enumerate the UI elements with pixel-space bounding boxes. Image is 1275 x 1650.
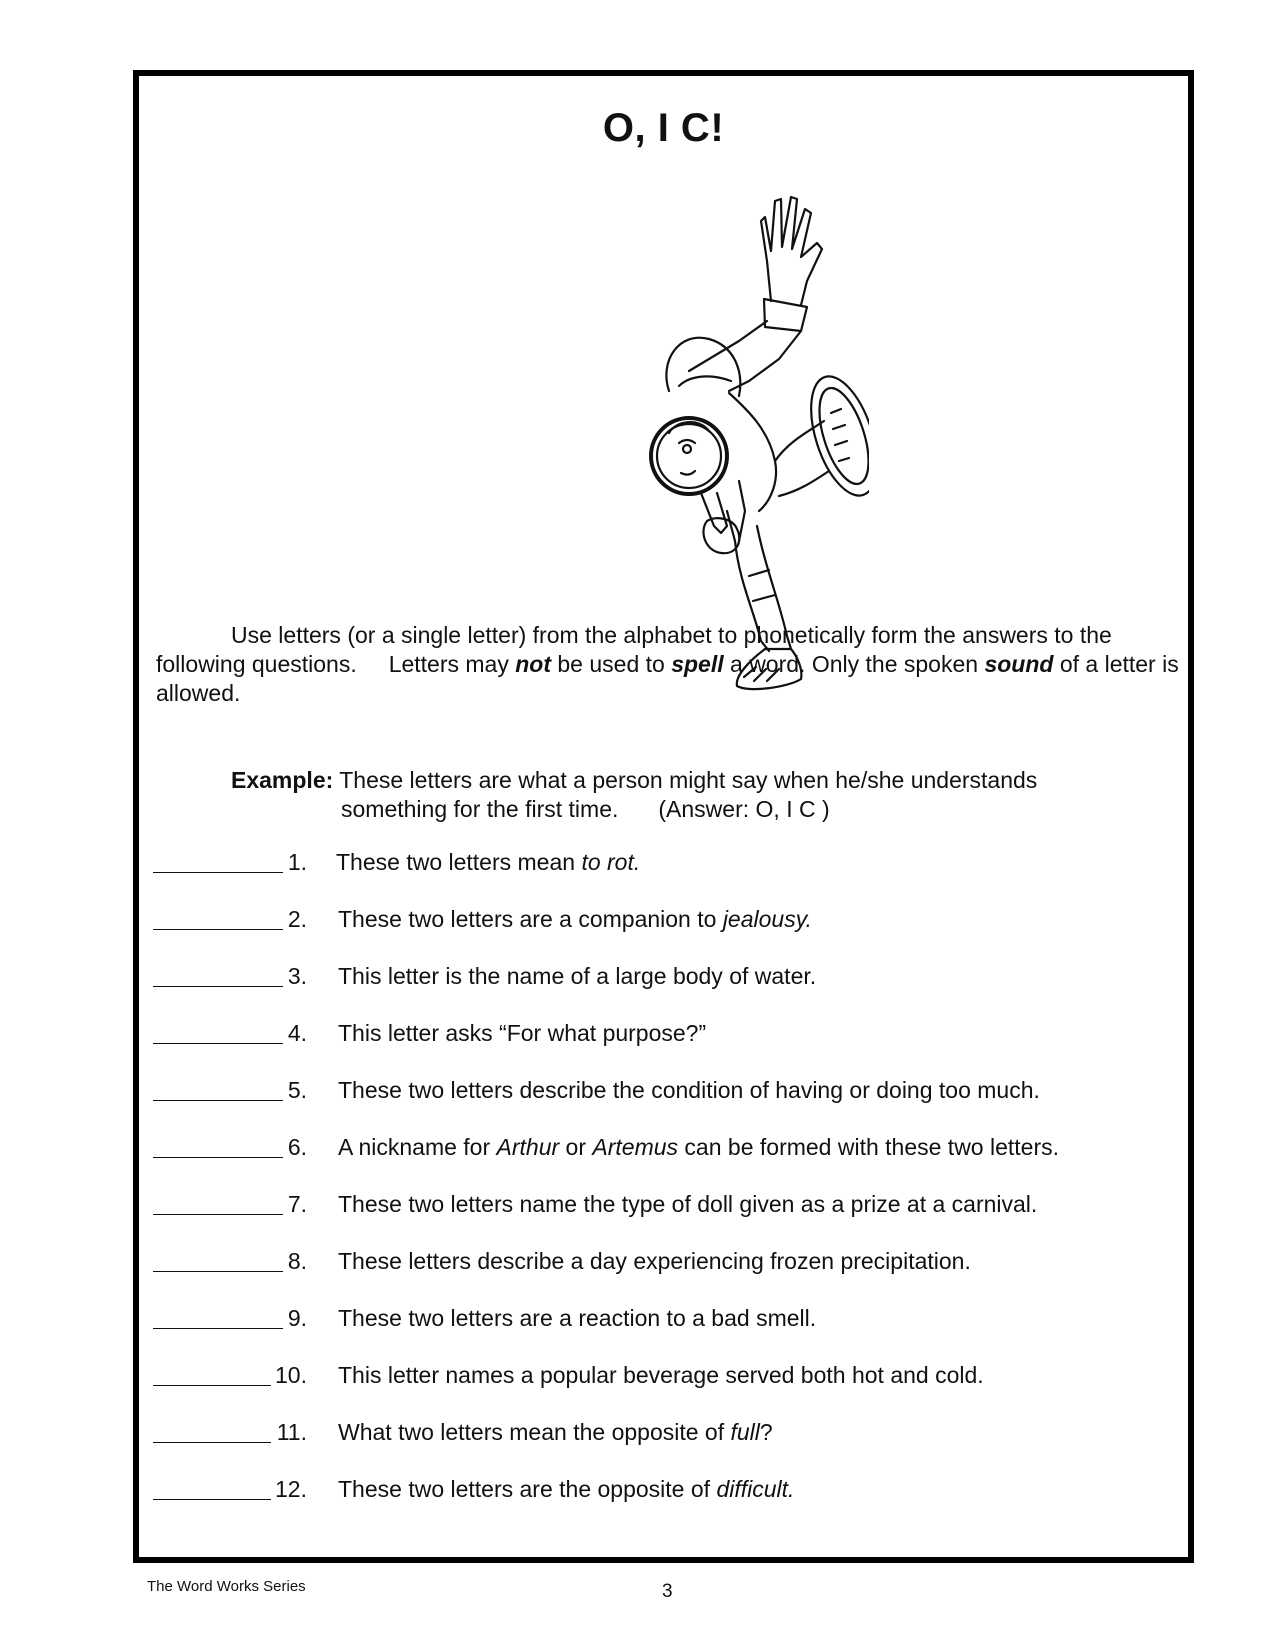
question-item — [153, 1361, 1183, 1418]
footer-series-name: The Word Works Series — [147, 1578, 306, 1595]
question-item — [153, 962, 1183, 1019]
answer-blank[interactable] — [153, 1442, 271, 1443]
question-number: 6. — [287, 1134, 307, 1160]
question-list — [153, 848, 1183, 1532]
answer-blank[interactable] — [153, 1100, 283, 1101]
example-line-1: These letters are what a person might say when he/she understands — [333, 767, 1038, 793]
question-text: These two letters name the type of doll given as a prize at a carnival. — [338, 1191, 1038, 1217]
instructions-text: of a letter is allowed. — [156, 651, 1179, 706]
question-item — [153, 1304, 1183, 1361]
question-item — [153, 848, 1183, 905]
question-text: This letter is the name of a large body of water. — [338, 963, 817, 989]
question-number: 11. — [276, 1419, 307, 1445]
answer-blank[interactable] — [153, 1043, 283, 1044]
question-number: 12. — [275, 1476, 307, 1502]
example-block — [231, 766, 1131, 824]
question-text: These two letters are the opposite of difficult. — [338, 1476, 795, 1502]
example-line-2: something for the first time. — [341, 796, 619, 822]
instructions-paragraph — [156, 621, 1186, 708]
instructions-text: a word. Only the spoken — [723, 651, 985, 677]
question-text: This letter names a popular beverage served both hot and cold. — [338, 1362, 984, 1388]
question-item — [153, 1019, 1183, 1076]
question-number: 4. — [287, 1020, 307, 1046]
answer-blank[interactable] — [153, 1385, 271, 1386]
answer-blank[interactable] — [153, 872, 283, 873]
question-item — [153, 1475, 1183, 1532]
question-item — [153, 1133, 1183, 1190]
question-text: These two letters are a companion to jealousy. — [338, 906, 812, 932]
answer-blank[interactable] — [153, 1271, 283, 1272]
question-number: 8. — [287, 1248, 307, 1274]
question-item — [153, 1418, 1183, 1475]
question-item — [153, 905, 1183, 962]
question-number: 1. — [287, 849, 307, 875]
question-text: This letter asks “For what purpose?” — [338, 1020, 707, 1046]
worksheet-frame — [133, 70, 1194, 1563]
question-number: 7. — [287, 1191, 307, 1217]
question-text: A nickname for Arthur or Artemus can be formed with these two letters. — [338, 1134, 1060, 1160]
question-text: What two letters mean the opposite of full? — [338, 1419, 773, 1445]
question-number: 10. — [275, 1362, 307, 1388]
question-number: 3. — [287, 963, 307, 989]
emphasis-not: not — [515, 651, 551, 677]
answer-blank[interactable] — [153, 986, 283, 987]
answer-blank[interactable] — [153, 1157, 283, 1158]
answer-blank[interactable] — [153, 1214, 283, 1215]
answer-blank[interactable] — [153, 929, 283, 930]
question-number: 2. — [287, 906, 307, 932]
emphasis-sound: sound — [984, 651, 1054, 677]
page-title: O, I C! — [602, 106, 725, 150]
question-text: These two letters mean to rot. — [336, 849, 641, 875]
emphasis-spell: spell — [671, 651, 724, 677]
question-item — [153, 1190, 1183, 1247]
page-number: 3 — [662, 1581, 673, 1602]
question-text: These two letters are a reaction to a bad smell. — [338, 1305, 817, 1331]
instructions-sentence-1: Use letters (or a single letter) from the alphabet to phonetically form the answers to the following questions. — [156, 622, 1112, 677]
answer-blank[interactable] — [153, 1499, 271, 1500]
example-answer: (Answer: O, I C ) — [658, 796, 830, 822]
example-label: Example: — [231, 767, 334, 793]
question-text: These two letters describe the condition of having or doing too much. — [338, 1077, 1040, 1103]
question-number: 9. — [287, 1305, 307, 1331]
question-number: 5. — [287, 1077, 307, 1103]
question-item — [153, 1247, 1183, 1304]
instructions-text: Letters may — [388, 651, 516, 677]
instructions-text: be used to — [551, 651, 672, 677]
question-item — [153, 1076, 1183, 1133]
answer-blank[interactable] — [153, 1328, 283, 1329]
question-text: These letters describe a day experiencing frozen precipitation. — [338, 1248, 971, 1274]
